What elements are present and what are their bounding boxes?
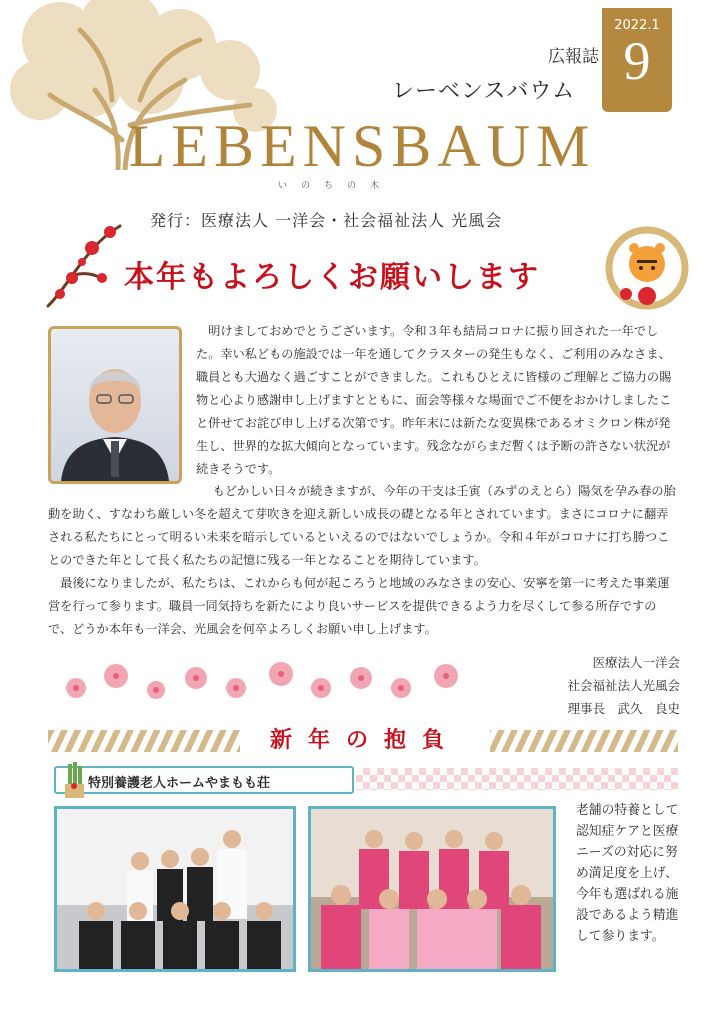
message-paragraph-3 [48,572,680,641]
staff-group-figures-pink [311,809,553,969]
signature-org-1: 医療法人一洋会 [592,655,680,670]
section-title: 新年の抱負 [240,723,490,757]
signature-name: 理事長 武久 良史 [567,701,680,716]
staff-photo-2 [308,806,556,972]
message-paragraph-1 [196,320,680,481]
checker-pattern [356,768,678,790]
title-kana: レーベンスバウム [392,79,576,104]
chairman-portrait [48,326,182,484]
message-paragraph-2-text: もどかしい日々が続きますが、今年の干支は壬寅（みずのえとら）陽気を孕み春の胎動を助く、すなわち厳しい冬を超えて芽吹きを迎え新しい成長の礎となる年とされています。まさにコロナに翻弄される私たちにとって明るい未来を暗示しているといえるのではないでしょうか。令和４年がコロナに打ち勝つことのできた年として長く私たちの記憶に残る一年となることを期待しています。 [48,484,676,567]
facility-resolution: 老舗の特養として認知症ケアと医療ニーズの対応に努め満足度を上げ、今年も選ばれる施設であるよう精進して参ります。 [576,803,679,944]
tiger-wreath-icon [604,224,690,314]
kadomatsu-icon [62,760,86,800]
message-paragraph-2 [48,480,680,572]
issue-number: 9 [623,31,651,91]
staff-photo-1 [54,806,296,972]
masthead-ruby: いのちの木 [278,181,394,191]
facility-header [54,766,354,794]
plum-flowers-decoration [56,658,486,708]
plum-branch-icon [44,220,124,310]
publication-type: 広報誌 [548,47,599,67]
masthead-title: LEBENSBAUM [128,113,596,179]
issue-badge [602,8,672,112]
facility-name: 特別養護老人ホームやまもも荘 [88,776,271,791]
publisher-line: 発行：医療法人 一洋会・社会福祉法人 光風会 [150,211,503,230]
signature-block [510,651,680,720]
issue-year: 2022.1 [614,18,660,33]
greeting-headline: 本年もよろしくお願いします [124,260,540,295]
message-paragraph-1-text: 明けましておめでとうございます。令和３年も結局コロナに振り回された一年でした。幸い私どもの施設では一年を通してクラスターの発生もなく、ご利用のみなさま、職員とも大過なく過ごすことができました。これもひとえに皆様のご理解とご協力の賜物と心より感謝申し上げますとともに、面会等様々な場面でご不便をおかけしましたこと併せてお詫び申し上げる次第です。昨年末には新たな変異株であるオミクロン株が発生し、世界的な拡大傾向となっています。残念ながらまだ暫くは予断の許さない状況が続きそうです。 [196,324,672,476]
message-paragraph-3-text: 最後になりましたが、私たちは、これからも何が起ころうと地域のみなさまの安心、安寧を第一に考えた事業運営を行って参ります。職員一同気持ちを新たにより良いサービスを提供できるよう力を尽くして参る所存ですので、どうか本年も一洋会、光風会を何卒よろしくお願い申し上げます。 [48,576,670,636]
signature-org-2: 社会福祉法人光風会 [567,678,680,693]
staff-group-figures [57,809,293,969]
portrait-figure [51,329,179,481]
